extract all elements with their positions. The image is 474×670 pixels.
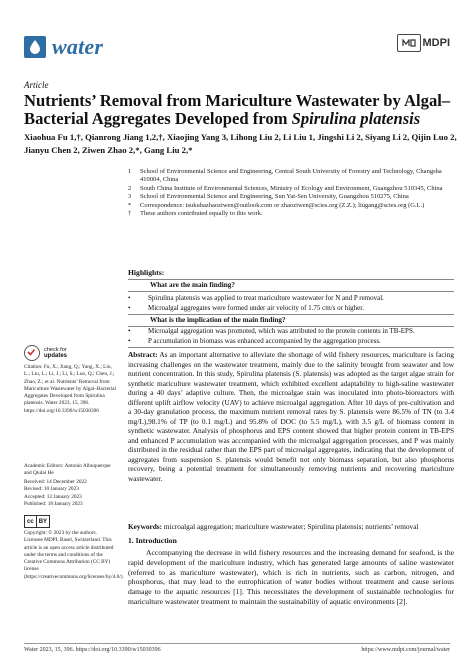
highlight-item: • Spirulina platensis was applied to treat mariculture wastewater for N and P removal. <box>128 294 384 302</box>
academic-editors: Academic Editors: Antonio Albuquerque and Qiulai He <box>24 463 111 477</box>
journal-name: water <box>52 34 104 59</box>
highlight-question-2: What is the implication of the main finding? <box>150 316 286 324</box>
date-line: Accepted: 12 January 2023 <box>24 493 82 500</box>
publisher-logo <box>397 34 451 52</box>
date-line: Revised: 10 January 2023 <box>24 486 79 493</box>
author-name[interactable]: Gang Liu 2,* <box>143 144 193 155</box>
highlight-question-1: What are the main finding? <box>150 281 235 289</box>
author-name[interactable]: Qianrong Jiang 1,2,† <box>85 132 163 142</box>
divider <box>128 314 454 315</box>
check-for-updates-badge[interactable]: check for updates <box>24 345 67 361</box>
divider <box>128 347 454 348</box>
divider <box>128 291 454 292</box>
date-line: Published: 18 January 2023 <box>24 500 83 507</box>
affiliation: 2 South China Institute of Environmental Sciences, Ministry of Ecology and Environment, Guangzhou 510345, China <box>128 184 443 192</box>
keywords: Keywords: microalgal aggregation; mariculture wastewater; Spirulina platensis; nutrients’ removal <box>128 522 419 531</box>
affiliation: * Correspondence: tsukubazhaoziwen@outlook.com or zhaoziwen@scies.org (Z.Z.); liugang@scies.org (G.L.) <box>128 201 425 209</box>
affiliation: † These authors contributed equally to this work. <box>128 210 263 218</box>
journal-logo <box>24 34 103 60</box>
introduction-paragraph: Accompanying the decrease in wild fishery resources and the increasing demand for seafood, is the rapid development of the mariculture industry, which has generated large amounts of saline wastewater (referred to as mariculture wastewater), which is rich in nutrients, such as carbon, nitrogen, and phosphorus, that may lead to the eutrophication of water bodies without treatment and cause serious damage to the aquatic resources [1]. This necessitates the development of sustainable technologies for mariculture wastewater treatment to maintain the sustainability of aquatic environments [2]. <box>128 548 454 606</box>
citation: Citation: Fu, X.; Jiang, Q.; Yang, X.; Liu, L.; Liu, L.; Li, J.; Li, S.; Luo, Q.; Chen, J.; Zhao, Z.; et al. Nutrients’ Removal from Mariculture Wastewater by Algal–Bacterial Aggregates Developed from Spirulina platensis. Water 2023, 15, 396. https://doi.org/10.3390/w15030396 <box>24 364 116 414</box>
author-name[interactable]: Siyang Li 2 <box>365 132 408 142</box>
author-name[interactable]: Lihong Liu 2 <box>230 132 279 142</box>
publication-dates <box>24 479 116 508</box>
affiliations <box>128 168 458 218</box>
author-name[interactable]: Xiaojing Yang 3 <box>166 132 227 142</box>
paper-title: Nutrients’ Removal from Mariculture Wastewater by Algal–Bacterial Aggregates Developed from Spirulina platensis <box>24 91 451 128</box>
footer-journal-link[interactable]: https://www.mdpi.com/journal/water <box>361 647 450 653</box>
author-name[interactable]: Li Liu 1 <box>283 132 313 142</box>
water-drop-icon <box>24 36 46 58</box>
cc-icon: cc <box>24 515 37 528</box>
highlight-item: • P accumulation in biomass was enhanced accompanied by the aggregation process. <box>128 337 381 345</box>
footer-citation[interactable]: Water 2023, 15, 396. https://doi.org/10.3390/w15030396 <box>24 647 161 653</box>
check-updates-icon <box>24 345 40 361</box>
mdpi-badge-icon <box>397 34 421 52</box>
divider <box>128 279 454 280</box>
affiliation: 1 School of Environmental Science and Engineering, Central South University of Forestry and Technology, Changsha 410004, China <box>128 168 442 184</box>
author-name[interactable]: Qijin Luo 2 <box>411 132 455 142</box>
highlight-item: • Microalgal aggregation was promoted, which was attributed to the protein contents in TB-EPS. <box>128 327 415 335</box>
highlight-item: • Microalgal aggregates were formed under air velocity of 1.75 cm/s or higher. <box>128 304 364 312</box>
author-name[interactable]: Jianyu Chen 2 <box>24 144 78 155</box>
cc-license-badge[interactable] <box>24 515 50 528</box>
article-type: Article <box>24 80 49 90</box>
author-name[interactable]: Ziwen Zhao 2,* <box>81 144 140 155</box>
publisher-name: MDPI <box>422 37 450 49</box>
highlights-title: Highlights: <box>128 268 165 277</box>
author-list: Xiaohua Fu 1,†, Qianrong Jiang 1,2,†, Xiaojing Yang 3, Lihong Liu 2, Li Liu 1, Jingshi Li 2, Siyang Li 2, Qijin Luo 2, Jianyu Chen 2, Ziwen Zhao 2,*, Gang Liu 2,* <box>24 132 457 155</box>
copyright-notice: Copyright: © 2023 by the authors. Licensee MDPI, Basel, Switzerland. This article is an open access article distributed under the terms and conditions of the Creative Commons Attribution (CC BY) license (https://creativecommons.org/licenses/by/4.0/). <box>24 530 124 580</box>
affiliation: 3 School of Environmental Science and Engineering, Sun Yat-Sen University, Guangzhou 510275, China <box>128 193 409 201</box>
abstract: Abstract: As an important alternative to alleviate the shortage of wild fishery resources, mariculture is facing increasing challenges on the wastewater treatment, mainly due to the salinity brought from seawater and low nutrient concentration. In this study, Spirulina platensis (S. platensis) was adopted as the target algae strain for synthetic mariculture wastewater treatment, which exhibited excellent adaptability to high-saline wastewater during a 40 days’ adaptive culture. Then, the microalgae stain was inoculated into photo-bioreactors with different uplift airflow velocity (UAV) to achieve microalgal aggregation. After 10 days of pre-cultivation and a 30-day granulation process, the maximum nutrient removal rates by S. platensis were 86.5% of TN (to 3.4 mg/L),98.1% of TP (to 0.1 mg/L) and 95.8% of DOC (to 5.5 mg/L), with 3.5 g/L of biomass content in synthetic wastewater. Analysis of phosphorus and EPS content showed that higher protein content in TB-EPS and enhanced P accumulation was accompanied with the microalgal aggregation processes, and P was mainly distributed in the residual rather than the EPS part of microalgal aggregates, indicating that the development of aggregates from suspension S. platensis would benefit not only biomass separation, but also phosphorus recovery, being a potential treatment for simultaneously removing nutrients and recovering mariculture wastewater. <box>128 350 454 483</box>
section-heading: 1. Introduction <box>128 536 177 545</box>
date-line: Received: 14 December 2022 <box>24 479 87 485</box>
author-name[interactable]: Jingshi Li 2 <box>317 132 361 142</box>
footer-divider <box>24 643 450 644</box>
by-icon: BY <box>37 515 50 528</box>
author-name[interactable]: Xiaohua Fu 1,† <box>24 132 81 142</box>
